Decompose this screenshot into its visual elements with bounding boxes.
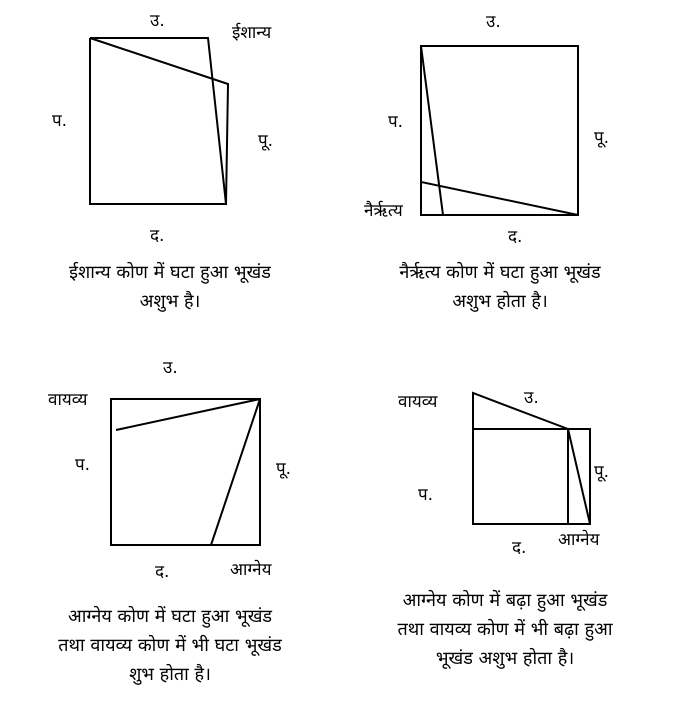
panel3-plot-outline: [111, 399, 260, 545]
panel2-caption-line2: अशुभ होता है।: [452, 291, 548, 312]
panel1-west-label: प.: [52, 111, 68, 131]
panel1-cut-line: [90, 38, 228, 204]
panel2-shape: [421, 46, 578, 215]
panel2-north-label: उ.: [486, 12, 501, 32]
panel1-northeast-label: ईशान्य: [232, 23, 272, 43]
panel2-southwest-label: नैर्ऋत्य: [364, 201, 403, 221]
panel3-caption-line1: आग्नेय कोण में घटा हुआ भूखंड: [67, 606, 273, 627]
panel4-plot-outline: [473, 429, 590, 524]
panel3-south-label: द.: [155, 562, 170, 582]
panel3-caption: [20, 602, 320, 689]
panel4-shape: [473, 393, 590, 524]
panel1-north-label: उ.: [150, 11, 165, 31]
panel1-caption-line2: अशुभ है।: [139, 291, 201, 312]
panel4-caption-line1: आग्नेय कोण में बढ़ा हुआ भूखंड: [402, 590, 608, 611]
panel3-cut-line-nw: [116, 399, 260, 430]
panel1-shape: [90, 38, 228, 204]
panel4-extension-se: [568, 429, 590, 524]
panel2-cut-line-a: [421, 46, 578, 215]
panel3-north-label: उ.: [163, 358, 178, 378]
panel3-northwest-label: वायव्य: [48, 390, 88, 410]
panel2-south-label: द.: [508, 227, 523, 247]
panel3-shape: [111, 399, 260, 545]
panel1-caption-line1: ईशान्य कोण में घटा हुआ भूखंड: [69, 262, 271, 283]
panel3-cut-line-se: [211, 399, 260, 545]
panel1-plot-outline: [90, 38, 226, 204]
panel4-north-label: उ.: [524, 388, 539, 408]
panel4-southeast-label: आग्नेय: [558, 530, 600, 550]
panel2-caption-line1: नैर्ऋत्य कोण में घटा हुआ भूखंड: [399, 262, 601, 283]
panel2-east-label: पू.: [594, 128, 610, 148]
panel3-east-label: पू.: [276, 459, 292, 479]
panel4-northwest-label: वायव्य: [398, 392, 438, 412]
panel2-cut-line-b: [421, 46, 443, 215]
panel4-caption-line2: तथा वायव्य कोण में भी बढ़ा हुआ: [397, 619, 613, 640]
panel1-east-label: पू.: [258, 131, 274, 151]
panel1-south-label: द.: [150, 226, 165, 246]
panel4-extension-nw: [473, 393, 568, 429]
panel4-east-label: पू.: [594, 462, 610, 482]
panel3-caption-line3: शुभ होता है।: [129, 664, 211, 685]
panel4-caption: [355, 586, 655, 673]
panel2-west-label: प.: [388, 112, 404, 132]
panel4-caption-line3: भूखंड अशुभ होता है।: [435, 648, 575, 669]
panel2-plot-outline: [421, 46, 578, 215]
panel3-caption-line2: तथा वायव्य कोण में भी घटा भूखंड: [58, 635, 282, 656]
panel4-south-label: द.: [512, 538, 527, 558]
panel4-west-label: प.: [418, 485, 434, 505]
panel1-caption: [20, 258, 320, 316]
panel2-caption: [350, 258, 650, 316]
panel3-southeast-label: आग्नेय: [230, 560, 272, 580]
panel3-west-label: प.: [75, 455, 91, 475]
